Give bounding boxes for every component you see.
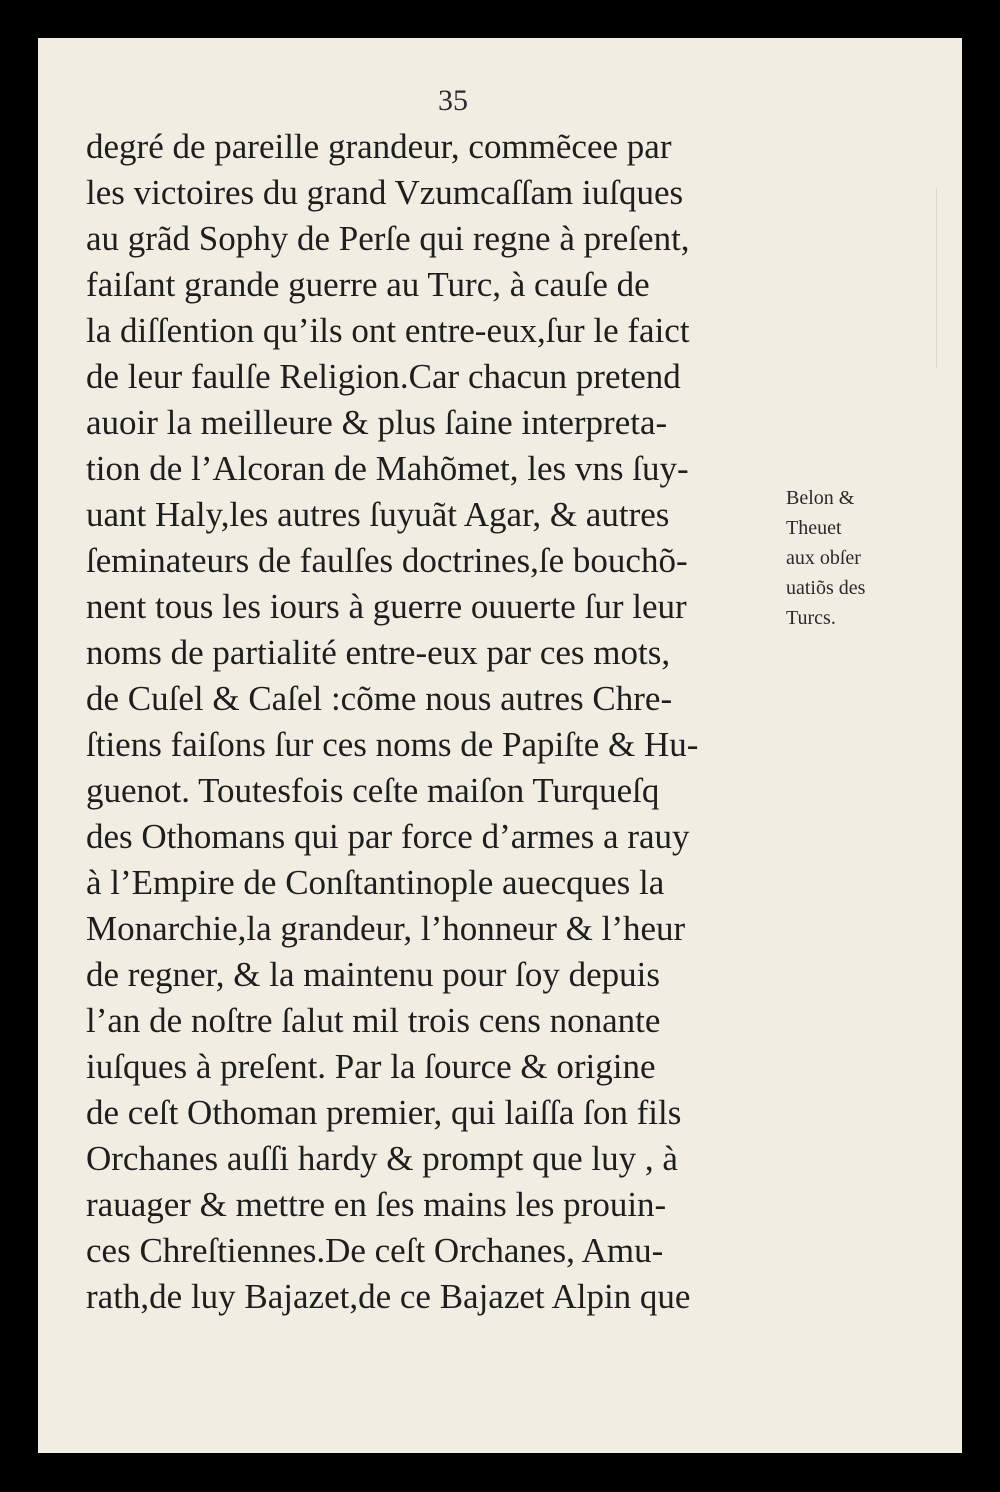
text-line: uant Haly,les autres ſuyuãt Agar, & autres	[86, 495, 670, 534]
book-page	[38, 38, 962, 1453]
text-line: iuſques à preſent. Par la ſource & origine	[86, 1047, 656, 1086]
margin-note-line: Belon &	[786, 487, 855, 509]
text-line: nent tous les iours à guerre ouuerte ſur leur	[86, 587, 687, 626]
text-line: l’an de noſtre ſalut mil trois cens nonante	[86, 1001, 661, 1040]
text-line: de leur faulſe Religion.Car chacun pretend	[86, 357, 681, 396]
main-text-block	[86, 124, 826, 1320]
text-line: noms de partialité entre-eux par ces mots,	[86, 633, 671, 672]
text-line: les victoires du grand Vzumcaſſam iuſques	[86, 173, 684, 212]
text-line: à l’Empire de Conſtantinople auecques la	[86, 863, 665, 902]
text-line: faiſant grande guerre au Turc, à cauſe de	[86, 265, 650, 304]
text-line: Orchanes auſſi hardy & prompt que luy , à	[86, 1139, 678, 1178]
margin-note-line: uatiõs des	[786, 577, 866, 599]
text-line: des Othomans qui par force d’armes a rauy	[86, 817, 690, 856]
text-line: rath,de luy Bajazet,de ce Bajazet Alpin que	[86, 1277, 691, 1316]
margin-note-line: aux obſer	[786, 547, 861, 569]
page-number: 35	[438, 84, 468, 117]
text-line: Monarchie,la grandeur, l’honneur & l’heur	[86, 909, 686, 948]
text-line: guenot. Toutesfois ceſte maiſon Turqueſq	[86, 771, 660, 810]
text-line: de Cuſel & Caſel :cõme nous autres Chre-	[86, 679, 673, 718]
text-line: ſeminateurs de faulſes doctrines,ſe bouchõ-	[86, 541, 688, 580]
margin-note-line: Theuet	[786, 517, 842, 539]
margin-note	[786, 483, 916, 633]
text-line: tion de l’Alcoran de Mahõmet, les vns ſuy-	[86, 449, 689, 488]
text-line: ces Chreſtiennes.De ceſt Orchanes, Amu-	[86, 1231, 664, 1270]
text-line: auoir la meilleure & plus ſaine interpreta-	[86, 403, 668, 442]
text-line: ſtiens faiſons ſur ces noms de Papiſte & Hu-	[86, 725, 699, 764]
show-through	[876, 188, 956, 488]
margin-note-line: Turcs.	[786, 607, 836, 629]
text-line: la diſſention qu’ils ont entre-eux,ſur le faict	[86, 311, 690, 350]
text-line: de ceſt Othoman premier, qui laiſſa ſon fils	[86, 1093, 682, 1132]
text-line: degré de pareille grandeur, commẽcee par	[86, 127, 672, 166]
text-line: au grãd Sophy de Perſe qui regne à preſent,	[86, 219, 690, 258]
text-line: de regner, & la maintenu pour ſoy depuis	[86, 955, 660, 994]
text-line: rauager & mettre en ſes mains les prouin-	[86, 1185, 667, 1224]
